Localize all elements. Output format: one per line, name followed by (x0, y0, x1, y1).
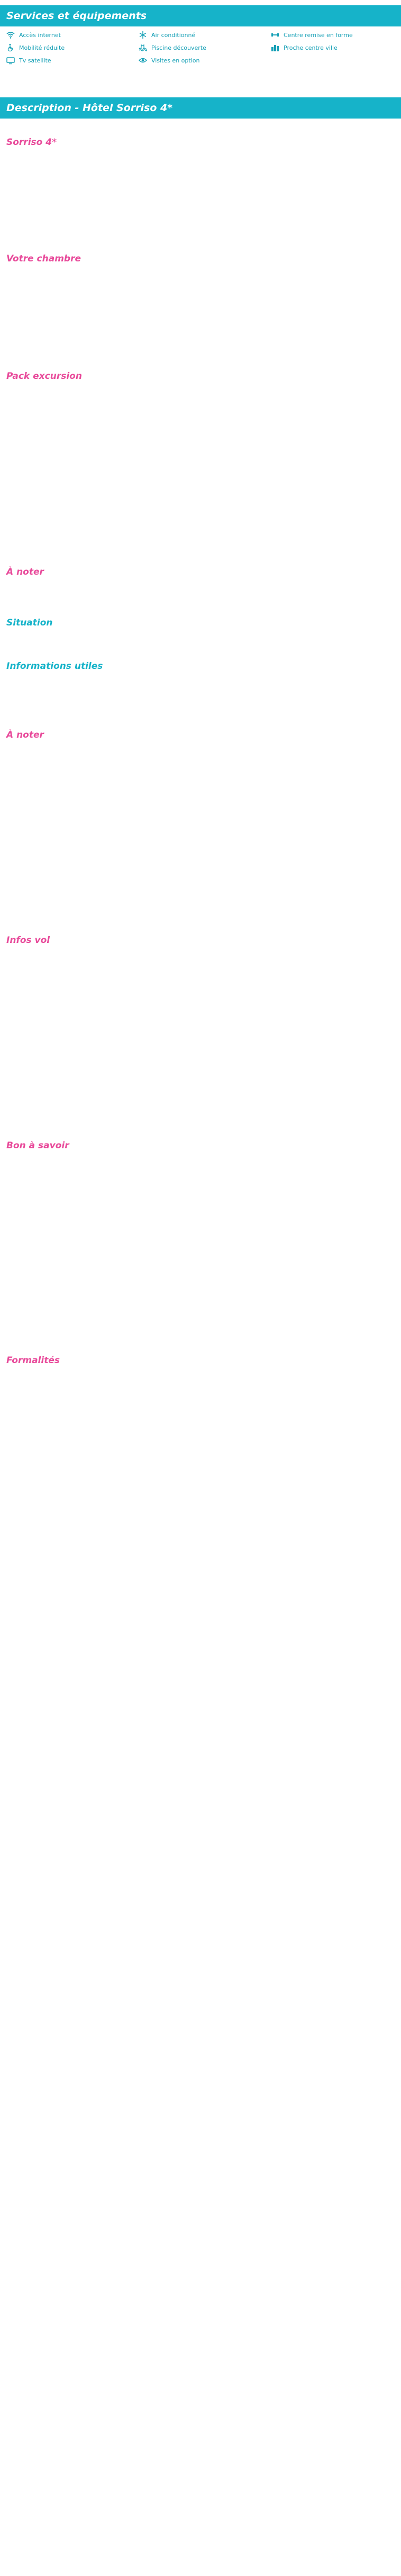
infovol-title: Infos vol (6, 935, 50, 946)
situation-title: Situation (6, 618, 53, 628)
city-icon (271, 43, 279, 52)
description-banner: Description - Hôtel Sorriso 4* (0, 97, 401, 119)
service-item-fitness (271, 31, 353, 39)
service-label: Piscine découverte (151, 44, 206, 51)
services-grid (0, 31, 401, 89)
bonsavoir-title: Bon à savoir (6, 1140, 69, 1151)
service-label: Air conditionné (151, 31, 196, 39)
noter1-title: À noter (6, 567, 44, 577)
formalites-title: Formalités (6, 1355, 60, 1366)
service-item-tv (6, 56, 51, 65)
service-label: Proche centre ville (284, 44, 338, 51)
service-item-visits (139, 56, 199, 65)
pack-title: Pack excursion (6, 371, 82, 382)
wheelchair-icon (6, 43, 15, 52)
pool-icon (139, 43, 147, 52)
infos-title: Informations utiles (6, 661, 103, 672)
tv-icon (6, 56, 15, 65)
noter2-title: À noter (6, 730, 44, 740)
eye-icon (139, 56, 147, 65)
service-item-city (271, 43, 338, 52)
snowflake-icon (139, 31, 147, 39)
dumbbell-icon (271, 31, 279, 39)
service-label: Tv satellite (19, 57, 51, 64)
room-title: Votre chambre (6, 253, 81, 264)
hotel-title: Sorriso 4* (6, 137, 57, 148)
service-item-internet (6, 31, 61, 39)
service-item-aircon (139, 31, 195, 39)
service-label: Visites en option (151, 57, 200, 64)
service-label: Mobilité réduite (19, 44, 65, 51)
service-label: Accès internet (19, 31, 61, 39)
services-banner: Services et équipements (0, 5, 401, 26)
service-item-pool (139, 43, 206, 52)
service-label: Centre remise en forme (284, 31, 353, 39)
wifi-icon (6, 31, 15, 39)
service-item-mobility (6, 43, 65, 52)
